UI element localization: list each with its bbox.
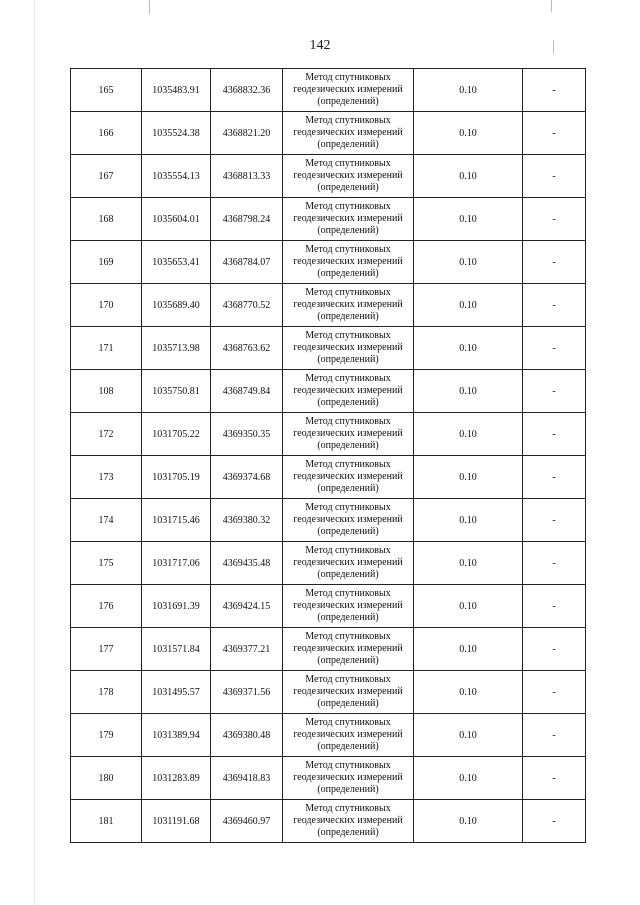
y-coordinate-cell: 4369350.35 [211,413,283,456]
method-cell [283,198,414,241]
coordinates-table [70,68,586,843]
y-coordinate-cell: 4369418.83 [211,757,283,800]
point-number-cell: 173 [71,456,142,499]
point-number-cell: 171 [71,327,142,370]
accuracy-cell: 0.10 [414,155,523,198]
scan-artifact-left-edge [34,0,35,905]
table-row [71,241,586,284]
method-line: Метод спутниковых [305,72,391,83]
table-row [71,671,586,714]
method-line: (определений) [317,741,379,752]
method-line: Метод спутниковых [305,158,391,169]
method-cell [283,370,414,413]
method-line: геодезических измерений [293,557,403,568]
method-line: Метод спутниковых [305,244,391,255]
note-cell: - [523,800,586,843]
point-number-cell: 165 [71,69,142,112]
method-line: Метод спутниковых [305,545,391,556]
method-line: (определений) [317,96,379,107]
table-row [71,499,586,542]
x-coordinate-cell: 1031191.68 [142,800,211,843]
method-cell [283,628,414,671]
x-coordinate-cell: 1035653.41 [142,241,211,284]
method-line: геодезических измерений [293,299,403,310]
y-coordinate-cell: 4368798.24 [211,198,283,241]
method-line: (определений) [317,225,379,236]
method-cell [283,413,414,456]
method-line: геодезических измерений [293,256,403,267]
table-row [71,456,586,499]
y-coordinate-cell: 4369380.32 [211,499,283,542]
note-cell: - [523,628,586,671]
table-row [71,585,586,628]
point-number-cell: 170 [71,284,142,327]
note-cell: - [523,456,586,499]
point-number-cell: 108 [71,370,142,413]
x-coordinate-cell: 1035554.13 [142,155,211,198]
method-line: геодезических измерений [293,428,403,439]
method-line: Метод спутниковых [305,717,391,728]
method-line: геодезических измерений [293,342,403,353]
point-number-cell: 166 [71,112,142,155]
method-cell [283,69,414,112]
accuracy-cell: 0.10 [414,714,523,757]
method-line: Метод спутниковых [305,760,391,771]
method-cell [283,499,414,542]
y-coordinate-cell: 4368784.07 [211,241,283,284]
scan-artifact-top-left [149,0,150,14]
method-line: геодезических измерений [293,815,403,826]
note-cell: - [523,671,586,714]
table-row [71,69,586,112]
method-line: (определений) [317,827,379,838]
table-row [71,800,586,843]
note-cell: - [523,413,586,456]
method-line: геодезических измерений [293,127,403,138]
note-cell: - [523,499,586,542]
method-line: (определений) [317,440,379,451]
y-coordinate-cell: 4369380.48 [211,714,283,757]
y-coordinate-cell: 4368821.20 [211,112,283,155]
accuracy-cell: 0.10 [414,671,523,714]
point-number-cell: 174 [71,499,142,542]
x-coordinate-cell: 1035750.81 [142,370,211,413]
method-line: (определений) [317,655,379,666]
accuracy-cell: 0.10 [414,112,523,155]
method-cell [283,112,414,155]
method-cell [283,456,414,499]
accuracy-cell: 0.10 [414,757,523,800]
accuracy-cell: 0.10 [414,456,523,499]
method-line: геодезических измерений [293,471,403,482]
table-row [71,198,586,241]
x-coordinate-cell: 1031705.19 [142,456,211,499]
note-cell: - [523,714,586,757]
x-coordinate-cell: 1031717.06 [142,542,211,585]
method-line: (определений) [317,354,379,365]
method-line: (определений) [317,698,379,709]
method-line: геодезических измерений [293,729,403,740]
table-row [71,155,586,198]
method-line: Метод спутниковых [305,502,391,513]
scan-artifact-top-right [551,0,552,12]
y-coordinate-cell: 4369424.15 [211,585,283,628]
page-number: 142 [309,38,331,53]
y-coordinate-cell: 4369460.97 [211,800,283,843]
method-line: Метод спутниковых [305,459,391,470]
accuracy-cell: 0.10 [414,499,523,542]
point-number-cell: 168 [71,198,142,241]
x-coordinate-cell: 1035713.98 [142,327,211,370]
method-cell [283,585,414,628]
method-cell [283,542,414,585]
note-cell: - [523,585,586,628]
method-line: (определений) [317,569,379,580]
accuracy-cell: 0.10 [414,413,523,456]
point-number-cell: 181 [71,800,142,843]
method-line: геодезических измерений [293,686,403,697]
accuracy-cell: 0.10 [414,585,523,628]
method-line: Метод спутниковых [305,287,391,298]
x-coordinate-cell: 1031691.39 [142,585,211,628]
note-cell: - [523,198,586,241]
point-number-cell: 169 [71,241,142,284]
note-cell: - [523,542,586,585]
y-coordinate-cell: 4369377.21 [211,628,283,671]
note-cell: - [523,284,586,327]
note-cell: - [523,757,586,800]
x-coordinate-cell: 1031571.84 [142,628,211,671]
note-cell: - [523,155,586,198]
accuracy-cell: 0.10 [414,241,523,284]
method-line: Метод спутниковых [305,416,391,427]
x-coordinate-cell: 1035483.91 [142,69,211,112]
method-line: геодезических измерений [293,643,403,654]
accuracy-cell: 0.10 [414,370,523,413]
point-number-cell: 178 [71,671,142,714]
y-coordinate-cell: 4369374.68 [211,456,283,499]
x-coordinate-cell: 1035604.01 [142,198,211,241]
coordinates-table-body [71,69,586,843]
method-line: Метод спутниковых [305,803,391,814]
x-coordinate-cell: 1031715.46 [142,499,211,542]
method-cell [283,757,414,800]
x-coordinate-cell: 1031705.22 [142,413,211,456]
method-line: (определений) [317,483,379,494]
note-cell: - [523,241,586,284]
y-coordinate-cell: 4368832.36 [211,69,283,112]
method-line: Метод спутниковых [305,373,391,384]
method-line: (определений) [317,139,379,150]
accuracy-cell: 0.10 [414,69,523,112]
method-line: (определений) [317,612,379,623]
table-row [71,112,586,155]
method-cell [283,327,414,370]
y-coordinate-cell: 4368813.33 [211,155,283,198]
x-coordinate-cell: 1031389.94 [142,714,211,757]
point-number-cell: 179 [71,714,142,757]
table-row [71,757,586,800]
method-line: Метод спутниковых [305,674,391,685]
point-number-cell: 175 [71,542,142,585]
method-line: (определений) [317,182,379,193]
method-line: геодезических измерений [293,385,403,396]
note-cell: - [523,327,586,370]
method-line: Метод спутниковых [305,631,391,642]
table-row [71,542,586,585]
y-coordinate-cell: 4368763.62 [211,327,283,370]
method-line: Метод спутниковых [305,330,391,341]
method-line: (определений) [317,397,379,408]
accuracy-cell: 0.10 [414,628,523,671]
accuracy-cell: 0.10 [414,800,523,843]
point-number-cell: 180 [71,757,142,800]
method-line: геодезических измерений [293,170,403,181]
accuracy-cell: 0.10 [414,327,523,370]
point-number-cell: 172 [71,413,142,456]
method-cell [283,714,414,757]
method-line: Метод спутниковых [305,201,391,212]
method-line: геодезических измерений [293,600,403,611]
x-coordinate-cell: 1035689.40 [142,284,211,327]
method-cell [283,241,414,284]
point-number-cell: 167 [71,155,142,198]
method-cell [283,284,414,327]
method-line: геодезических измерений [293,213,403,224]
method-line: Метод спутниковых [305,115,391,126]
table-row [71,628,586,671]
note-cell: - [523,112,586,155]
method-line: Метод спутниковых [305,588,391,599]
method-line: (определений) [317,311,379,322]
y-coordinate-cell: 4368770.52 [211,284,283,327]
x-coordinate-cell: 1031495.57 [142,671,211,714]
method-cell [283,800,414,843]
table-row [71,714,586,757]
note-cell: - [523,69,586,112]
accuracy-cell: 0.10 [414,284,523,327]
point-number-cell: 176 [71,585,142,628]
y-coordinate-cell: 4369371.56 [211,671,283,714]
note-cell: - [523,370,586,413]
method-cell [283,155,414,198]
method-line: (определений) [317,526,379,537]
method-line: (определений) [317,268,379,279]
point-number-cell: 177 [71,628,142,671]
x-coordinate-cell: 1035524.38 [142,112,211,155]
y-coordinate-cell: 4368749.84 [211,370,283,413]
y-coordinate-cell: 4369435.48 [211,542,283,585]
method-cell [283,671,414,714]
table-row [71,284,586,327]
table-row [71,413,586,456]
method-line: геодезических измерений [293,514,403,525]
table-row [71,370,586,413]
table-row [71,327,586,370]
method-line: геодезических измерений [293,772,403,783]
method-line: (определений) [317,784,379,795]
x-coordinate-cell: 1031283.89 [142,757,211,800]
accuracy-cell: 0.10 [414,542,523,585]
method-line: геодезических измерений [293,84,403,95]
accuracy-cell: 0.10 [414,198,523,241]
